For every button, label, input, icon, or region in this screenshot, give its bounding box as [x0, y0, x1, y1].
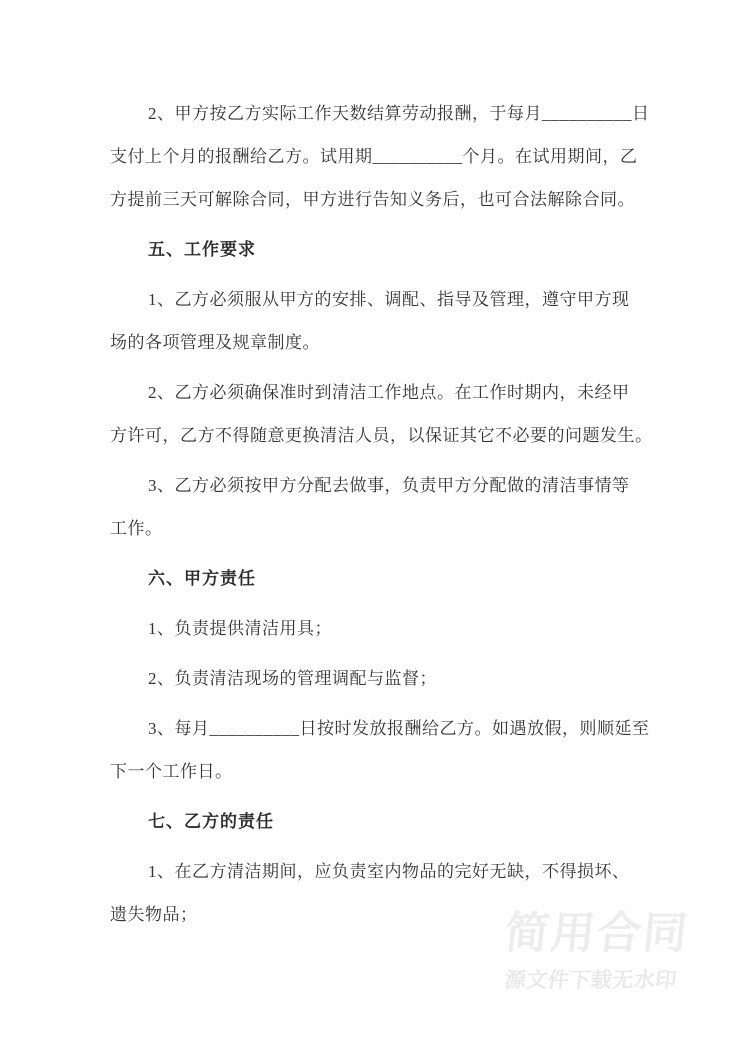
- paragraph-line: 1、负责提供清洁用具；: [148, 619, 332, 638]
- paragraph-line: 方许可，乙方不得随意更换清洁人员，以保证其它不必要的问题发生。: [110, 426, 653, 445]
- contract-paragraph: [110, 707, 650, 793]
- contract-paragraph: [110, 607, 638, 650]
- contract-paragraph: [110, 92, 650, 221]
- paragraph-line: 2、甲方按乙方实际工作天数结算劳动报酬，于每月__________日: [148, 104, 650, 123]
- paragraph-line: 支付上个月的报酬给乙方。试用期__________个月。在试用期间，乙: [110, 147, 638, 166]
- section-heading-party-a-responsibilities: [110, 557, 638, 600]
- paragraph-line: 3、乙方必须按甲方分配去做事，负责甲方分配做的清洁事情等: [148, 476, 630, 495]
- section-heading-work-requirements: [110, 228, 638, 271]
- paragraph-line: 1、乙方必须服从甲方的安排、调配、指导及管理，遵守甲方现: [148, 290, 630, 309]
- paragraph-line: 方提前三天可解除合同，甲方进行告知义务后，也可合法解除合同。: [110, 190, 635, 209]
- paragraph-line: 场的各项管理及规章制度。: [110, 333, 320, 352]
- paragraph-line: 遗失物品；: [110, 905, 198, 924]
- paragraph-line: 2、负责清洁现场的管理调配与监督；: [148, 669, 437, 688]
- heading-text: 七、乙方的责任: [148, 812, 274, 831]
- paragraph-line: 3、每月__________日按时发放报酬给乙方。如遇放假，则顺延至: [148, 719, 650, 738]
- contract-paragraph: [110, 278, 638, 364]
- contract-paragraph: [110, 371, 653, 457]
- paragraph-line: 工作。: [110, 519, 163, 538]
- contract-paragraph: [110, 850, 638, 936]
- heading-text: 五、工作要求: [148, 240, 256, 259]
- paragraph-line: 下一个工作日。: [110, 762, 233, 781]
- paragraph-line: 2、乙方必须确保准时到清洁工作地点。在工作时期内，未经甲: [148, 383, 630, 402]
- heading-text: 六、甲方责任: [148, 569, 256, 588]
- paragraph-line: 1、在乙方清洁期间，应负责室内物品的完好无缺，不得损坏、: [148, 862, 630, 881]
- contract-paragraph: [110, 464, 638, 550]
- section-heading-party-b-responsibilities: [110, 800, 638, 843]
- watermark-subtitle: 源文件下载无水印: [503, 969, 679, 993]
- contract-paragraph: [110, 657, 638, 700]
- watermark-title: 简用合同: [502, 909, 692, 958]
